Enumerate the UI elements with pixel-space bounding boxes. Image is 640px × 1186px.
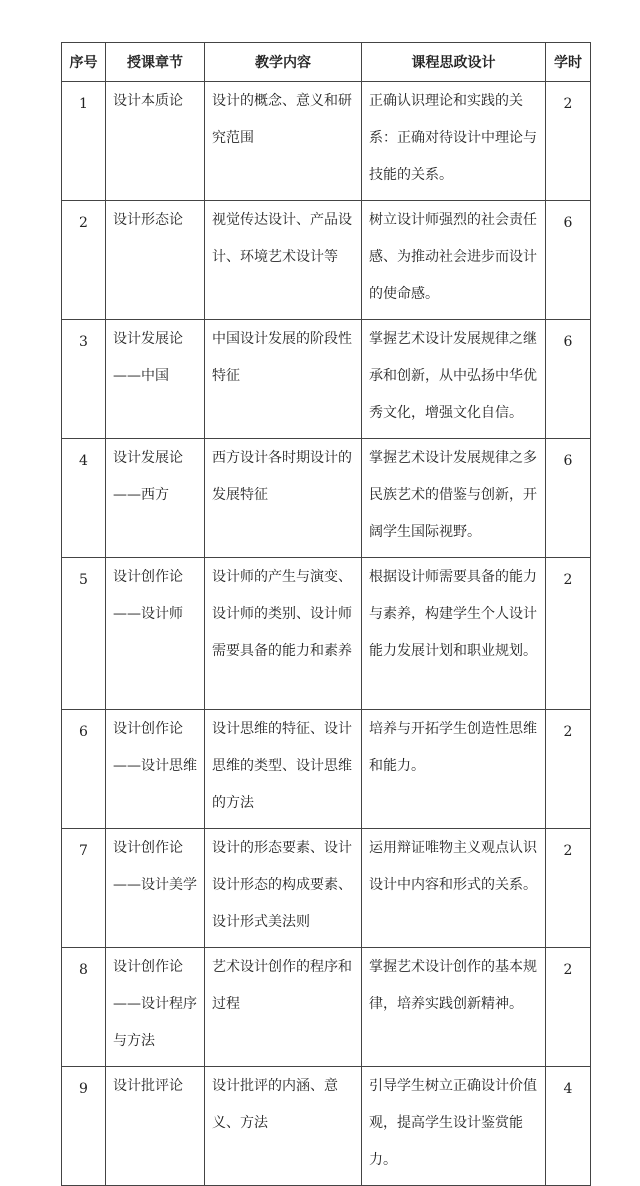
row-number: 9 [62, 1067, 106, 1186]
row-content: 艺术设计创作的程序和过程 [205, 948, 362, 1067]
row-number: 7 [62, 829, 106, 948]
table-row [62, 558, 591, 710]
table-row [62, 201, 591, 320]
row-chapter: 设计创作论——设计程序与方法 [106, 948, 205, 1067]
row-hours: 6 [546, 320, 591, 439]
row-content: 西方设计各时期设计的发展特征 [205, 439, 362, 558]
row-content: 设计的概念、意义和研究范围 [205, 82, 362, 201]
row-hours: 4 [546, 1067, 591, 1186]
row-ideology: 掌握艺术设计发展规律之多民族艺术的借鉴与创新，开阔学生国际视野。 [362, 439, 546, 558]
table-row [62, 710, 591, 829]
row-hours: 2 [546, 710, 591, 829]
row-chapter: 设计批评论 [106, 1067, 205, 1186]
row-chapter: 设计创作论——设计美学 [106, 829, 205, 948]
row-number: 2 [62, 201, 106, 320]
row-content: 设计的形态要素、设计设计形态的构成要素、设计形式美法则 [205, 829, 362, 948]
row-hours: 2 [546, 82, 591, 201]
row-content: 视觉传达设计、产品设计、环境艺术设计等 [205, 201, 362, 320]
header-row [62, 43, 591, 82]
table-row [62, 82, 591, 201]
header-number: 序号 [62, 43, 106, 82]
table-row [62, 948, 591, 1067]
table-row [62, 1067, 591, 1186]
row-content: 设计师的产生与演变、设计师的类别、设计师需要具备的能力和素养 [205, 558, 362, 710]
row-ideology: 运用辩证唯物主义观点认识设计中内容和形式的关系。 [362, 829, 546, 948]
row-number: 6 [62, 710, 106, 829]
row-chapter: 设计创作论——设计思维 [106, 710, 205, 829]
header-chapter: 授课章节 [106, 43, 205, 82]
table-row [62, 320, 591, 439]
row-hours: 2 [546, 558, 591, 710]
table-row [62, 439, 591, 558]
row-ideology: 掌握艺术设计发展规律之继承和创新，从中弘扬中华优秀文化，增强文化自信。 [362, 320, 546, 439]
row-number: 5 [62, 558, 106, 710]
header-hours: 学时 [546, 43, 591, 82]
row-chapter: 设计形态论 [106, 201, 205, 320]
table-row [62, 829, 591, 948]
row-hours: 2 [546, 948, 591, 1067]
row-ideology: 树立设计师强烈的社会责任感、为推动社会进步而设计的使命感。 [362, 201, 546, 320]
row-hours: 2 [546, 829, 591, 948]
row-number: 1 [62, 82, 106, 201]
header-ideology: 课程思政设计 [362, 43, 546, 82]
row-hours: 6 [546, 439, 591, 558]
row-number: 3 [62, 320, 106, 439]
syllabus-table [61, 42, 591, 1186]
row-content: 设计批评的内涵、意义、方法 [205, 1067, 362, 1186]
row-ideology: 培养与开拓学生创造性思维和能力。 [362, 710, 546, 829]
row-ideology: 引导学生树立正确设计价值观，提高学生设计鉴赏能力。 [362, 1067, 546, 1186]
row-chapter: 设计发展论——中国 [106, 320, 205, 439]
row-ideology: 掌握艺术设计创作的基本规律，培养实践创新精神。 [362, 948, 546, 1067]
row-content: 中国设计发展的阶段性特征 [205, 320, 362, 439]
row-ideology: 正确认识理论和实践的关系：正确对待设计中理论与技能的关系。 [362, 82, 546, 201]
row-chapter: 设计发展论——西方 [106, 439, 205, 558]
row-chapter: 设计创作论——设计师 [106, 558, 205, 710]
header-content: 教学内容 [205, 43, 362, 82]
row-content: 设计思维的特征、设计思维的类型、设计思维的方法 [205, 710, 362, 829]
row-hours: 6 [546, 201, 591, 320]
row-number: 8 [62, 948, 106, 1067]
row-number: 4 [62, 439, 106, 558]
row-ideology: 根据设计师需要具备的能力与素养，构建学生个人设计能力发展计划和职业规划。 [362, 558, 546, 710]
row-chapter: 设计本质论 [106, 82, 205, 201]
